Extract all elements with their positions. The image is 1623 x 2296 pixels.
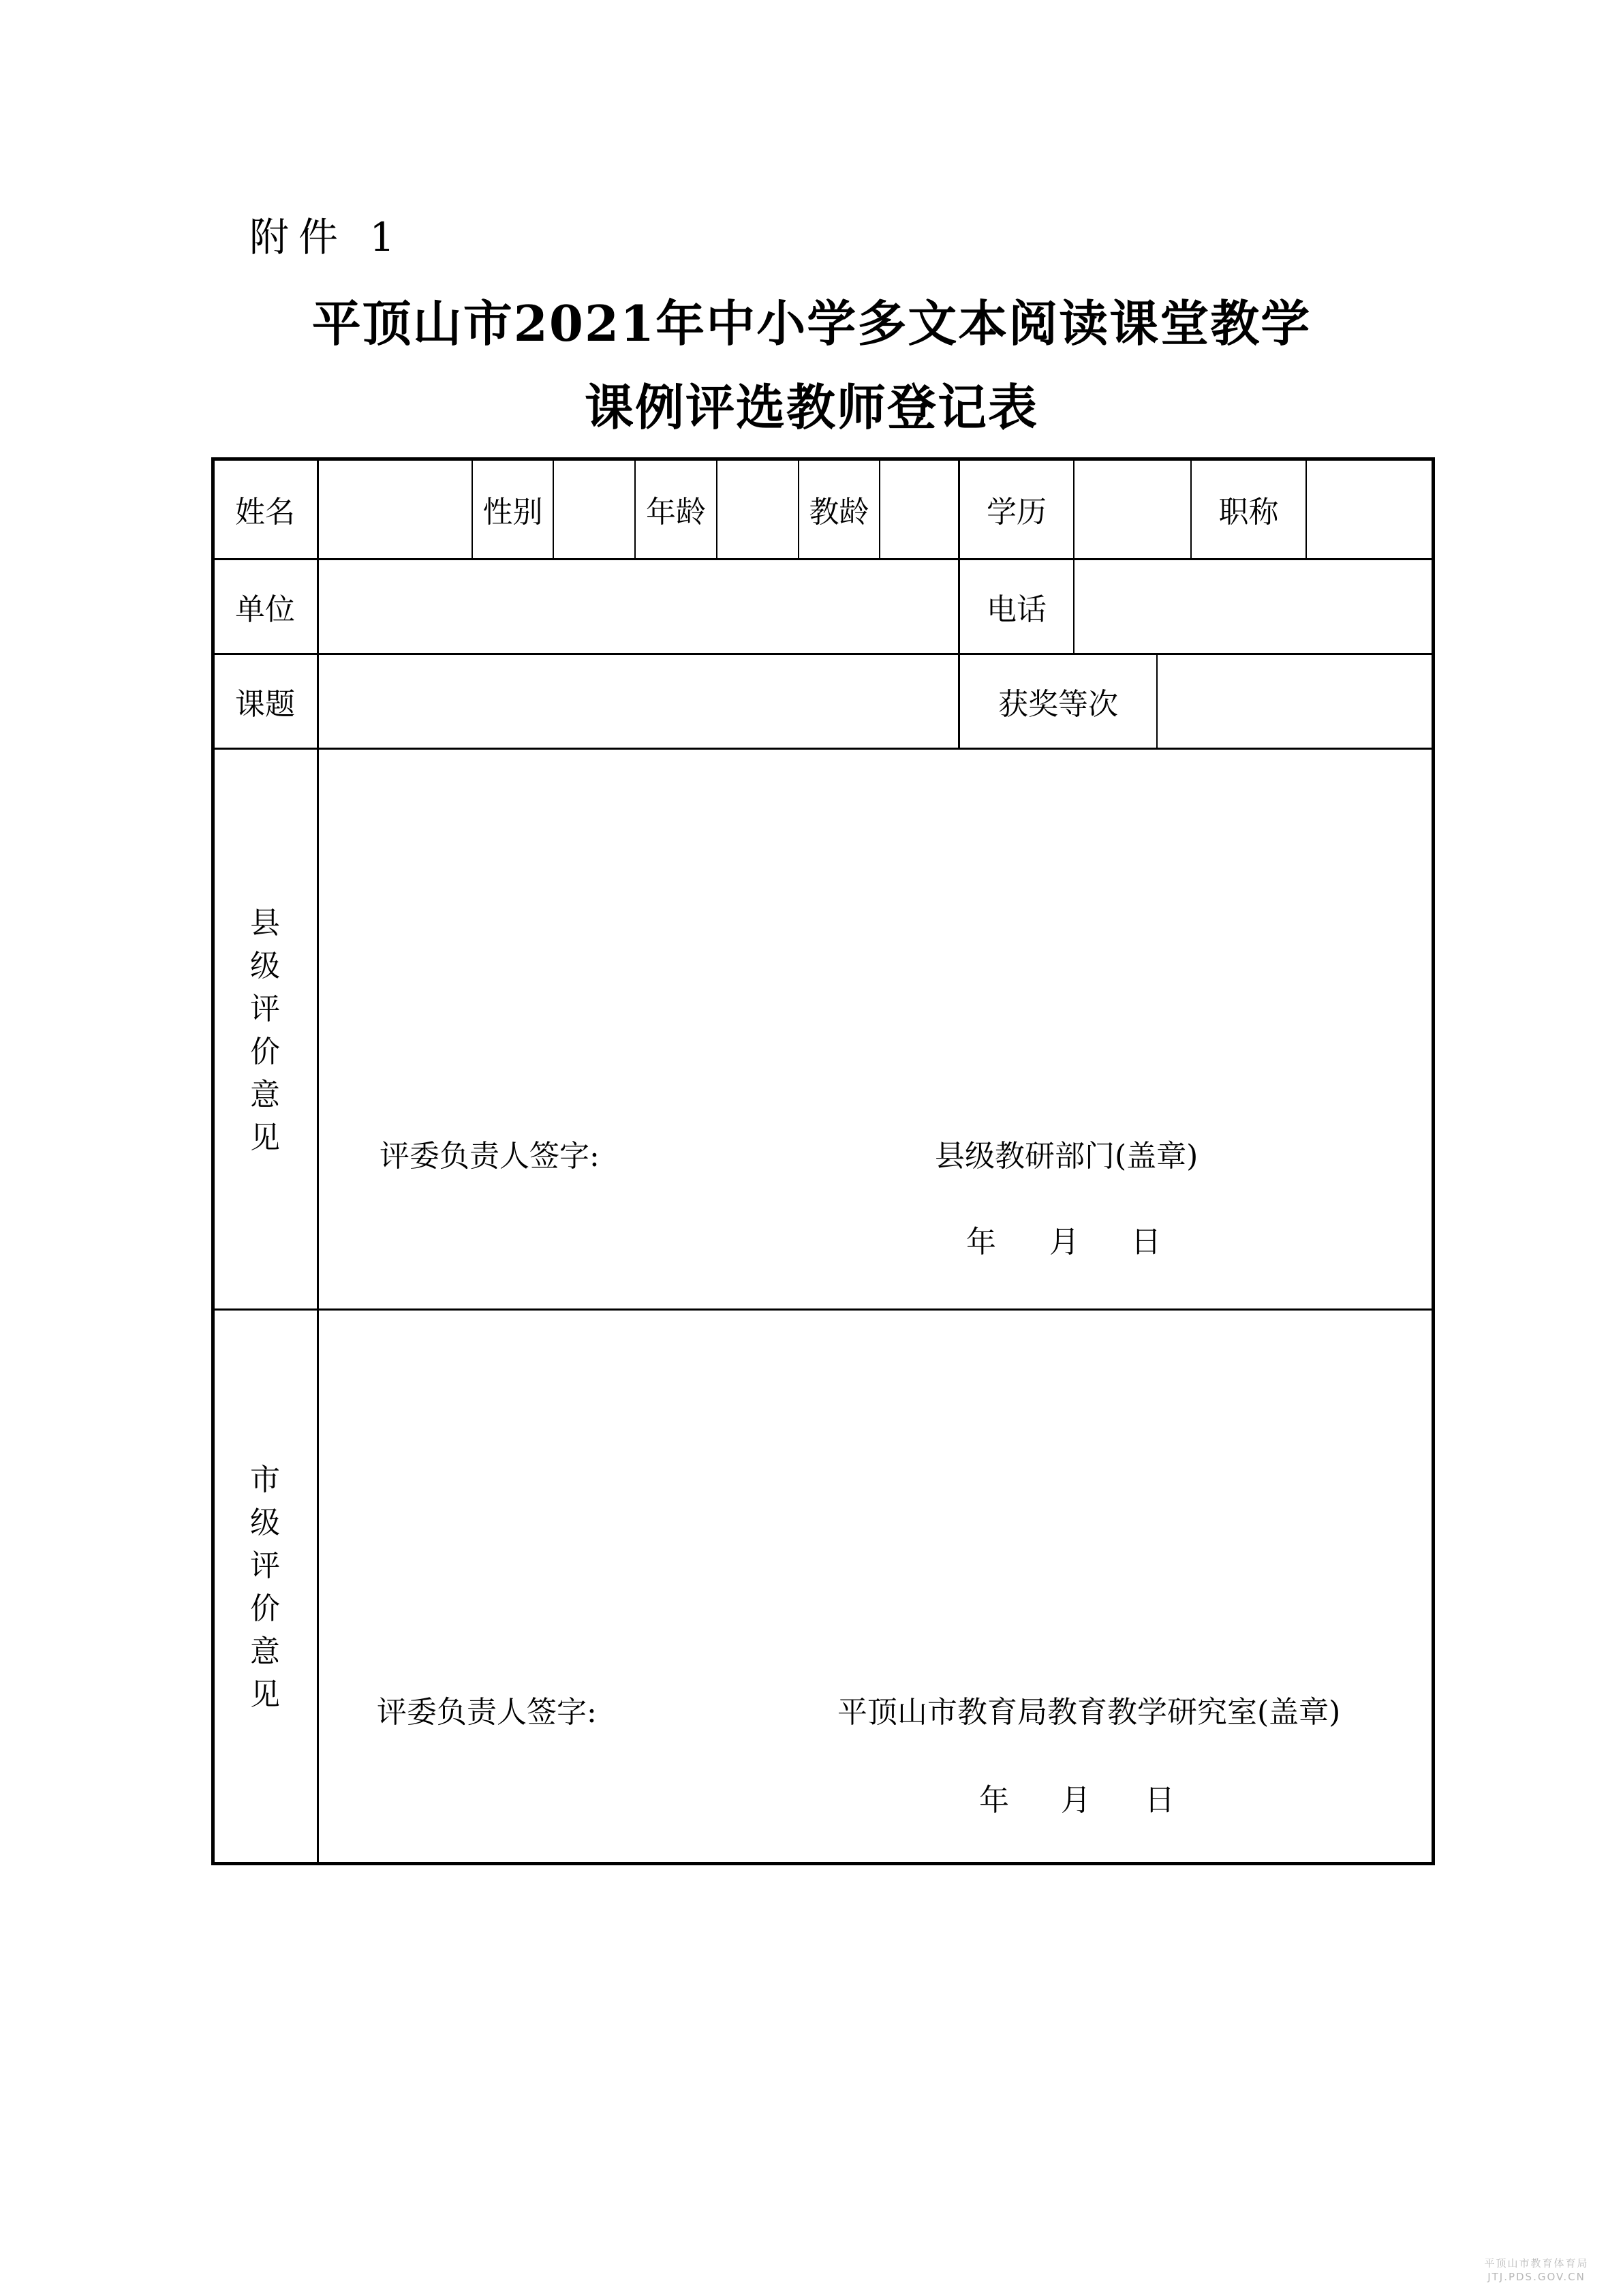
document-title-line1: 平顶山市2021年中小学多文本阅读课堂教学 [311,294,1312,352]
gender-label: 性别 [482,494,543,530]
city-evaluation-label [213,1458,318,1716]
city-label-char: 意 [250,1634,280,1669]
city-label-char: 级 [250,1505,280,1540]
award-level-label: 获奖等次 [998,687,1118,722]
watermark-line1: 平顶山市教育体育局 [1484,2257,1589,2269]
county-date-year: 年 [966,1225,996,1259]
county-date-day: 日 [1131,1225,1161,1259]
county-label-char: 意 [250,1077,280,1112]
award-level-field[interactable] [1158,655,1432,748]
city-signature-label: 评委负责人签字: [377,1695,597,1730]
phone-field[interactable] [1075,560,1432,653]
professional-title-label: 职称 [1218,494,1279,530]
professional-title-field[interactable] [1307,461,1432,558]
county-date-month: 月 [1049,1225,1079,1259]
county-signature-label: 评委负责人签字: [380,1139,600,1174]
unit-label: 单位 [235,592,295,627]
age-field[interactable] [717,461,798,558]
county-label-char: 见 [250,1120,280,1155]
education-field[interactable] [1075,461,1190,558]
gender-field[interactable] [554,461,634,558]
county-evaluation-label [213,902,318,1159]
county-label-char: 级 [250,949,280,983]
city-date-month: 月 [1061,1783,1091,1818]
city-date-day: 日 [1145,1783,1175,1818]
county-comment-field[interactable] [319,750,1432,1118]
phone-label: 电话 [987,592,1047,627]
city-label-char: 评 [250,1548,280,1583]
county-label-char: 评 [250,992,280,1026]
name-field[interactable] [319,461,472,558]
topic-field[interactable] [319,655,958,748]
city-label-char: 市 [250,1463,280,1497]
county-label-char: 县 [250,906,280,940]
watermark-line2: JTJ.PDS.GOV.CN [1487,2271,1586,2283]
document-title-line2: 课例评选教师登记表 [584,378,1038,436]
city-label-char: 价 [250,1591,280,1626]
table-border-right [1432,457,1435,1865]
topic-label: 课题 [235,687,295,722]
unit-field[interactable] [319,560,958,653]
watermark [1468,2256,1605,2284]
name-label: 姓名 [235,494,295,530]
attachment-label: 附件 1 [249,214,405,260]
education-label: 学历 [987,494,1047,530]
city-stamp-label: 平顶山市教育局教育教学研究室(盖章) [837,1695,1341,1730]
table-border-bottom [211,1862,1435,1865]
teaching-years-field[interactable] [880,461,958,558]
city-comment-field[interactable] [319,1311,1432,1692]
county-label-char: 价 [250,1035,280,1069]
teaching-years-label: 教龄 [809,494,869,530]
city-label-char: 见 [250,1677,280,1712]
age-label: 年龄 [646,494,706,530]
city-date-year: 年 [979,1783,1009,1818]
county-stamp-label: 县级教研部门(盖章) [935,1139,1199,1174]
